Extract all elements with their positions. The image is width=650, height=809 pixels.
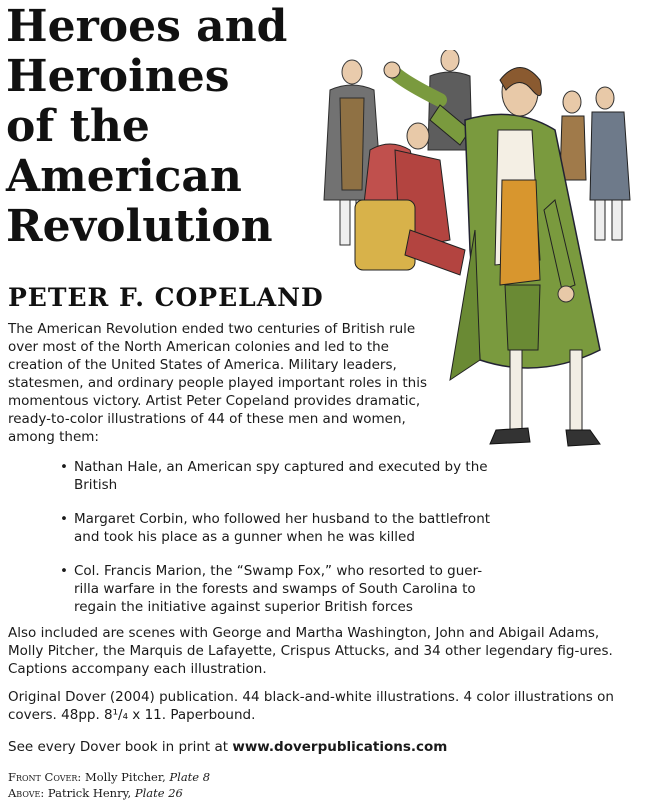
website-prefix: See every Dover book in print at — [8, 739, 233, 755]
intro-paragraph: The American Revolution ended two centuries of British rule over most of the North American colonies and led to the creation of the United States of America. Military leaders, statesmen, and ordinary people played important roles in this momentous victory. Artist Peter Copeland provides dramatic, ready-to-color illustrations of 44 of these men and women, among them: — [8, 321, 427, 445]
list-item: • Col. Francis Marion, the “Swamp Fox,” who resorted to guer-rilla warfare in the forests and swamps of South Carolina to regain the initiative against superior British forces — [60, 562, 500, 616]
title-line: American — [6, 151, 242, 202]
book-title — [6, 2, 336, 252]
list-item: • Margaret Corbin, who followed her husband to the battlefront and took his place as a gunner when he was killed — [60, 510, 500, 546]
front-cover-caption — [8, 770, 210, 785]
caption-name: Patrick Henry, — [47, 786, 132, 800]
highlights-list — [60, 458, 500, 632]
caption-label: Above: — [8, 786, 45, 800]
title-line: Heroines — [6, 51, 230, 102]
title-line: of the — [6, 101, 150, 152]
title-line: Revolution — [6, 201, 273, 252]
author-name: PETER F. COPELAND — [8, 283, 324, 312]
publication-info: Original Dover (2004) publication. 44 black-and-white illustrations. 4 color illustrations on covers. 48pp. 8¹/₄ x 11. Paperbound. — [8, 689, 614, 723]
caption-label: Front Cover: — [8, 770, 82, 784]
caption-plate: Plate 26 — [134, 786, 183, 800]
website-line — [8, 738, 638, 756]
caption-name: Molly Pitcher, — [84, 770, 166, 784]
list-item: • Nathan Hale, an American spy captured and executed by the British — [60, 458, 500, 494]
website-url[interactable]: www.doverpublications.com — [232, 739, 448, 755]
above-caption — [8, 786, 183, 801]
also-included-paragraph: Also included are scenes with George and Martha Washington, John and Abigail Adams, Molly Pitcher, the Marquis de Lafayette, Crispus Attucks, and 34 other legendary fig-ures. Captions accompany each illustration. — [8, 625, 613, 677]
caption-plate: Plate 8 — [169, 770, 211, 784]
title-line: Heroes and — [6, 1, 288, 52]
